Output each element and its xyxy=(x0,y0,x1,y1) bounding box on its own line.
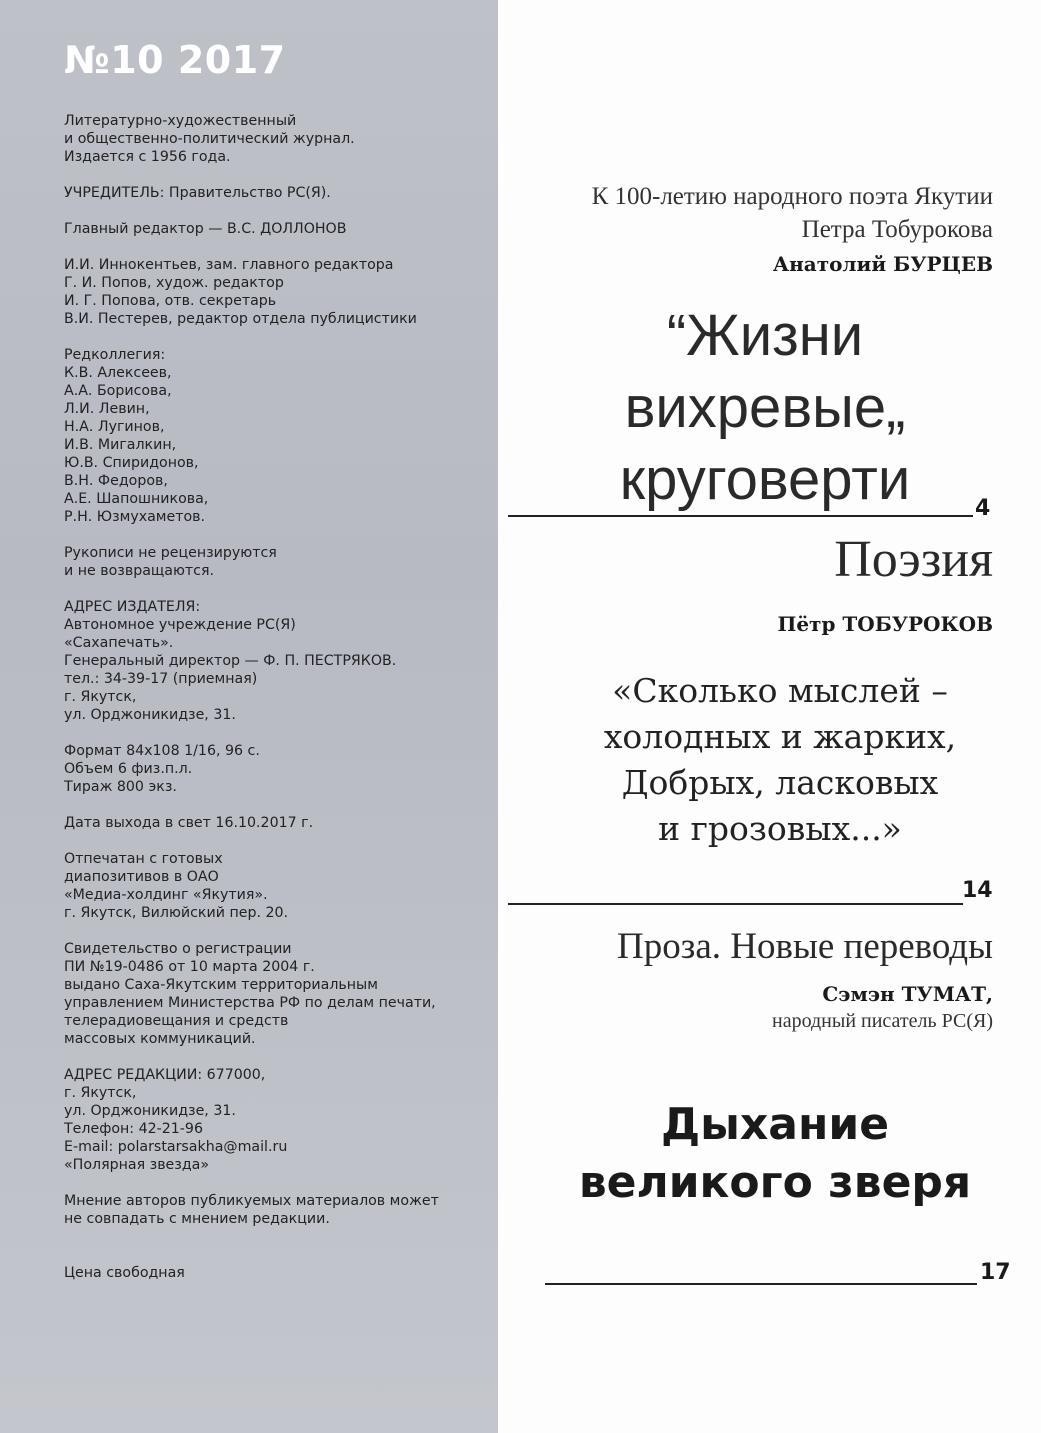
divider-rule xyxy=(545,1283,977,1285)
text-line: г. Якутск, xyxy=(64,1085,137,1101)
section-poetry: Поэзия xyxy=(834,531,993,588)
author-tumat: Сэмэн ТУМАТ, xyxy=(822,982,993,1006)
manuscripts-note xyxy=(64,544,277,580)
poem-title-quote xyxy=(560,668,1000,852)
text-line: Р.Н. Юзмухаметов. xyxy=(64,509,206,525)
registration-certificate xyxy=(64,940,436,1048)
text-line: Формат 84х108 1/16, 96 с. xyxy=(64,743,260,759)
divider-rule xyxy=(508,515,973,517)
section-prose: Проза. Новые переводы xyxy=(617,926,993,967)
text-line: Отпечатан с готовых xyxy=(64,851,223,867)
text-line: УЧРЕДИТЕЛЬ: Правительство РС(Я). xyxy=(64,185,331,201)
text-line: Цена свободная xyxy=(64,1265,185,1281)
print-format xyxy=(64,742,260,796)
text-line: не совпадать с мнением редакции. xyxy=(64,1211,330,1227)
text-line: Телефон: 42-21-96 xyxy=(64,1121,203,1137)
founder xyxy=(64,184,331,202)
text-line: И.И. Иннокентьев, зам. главного редактора xyxy=(64,257,394,273)
text-line: Дата выхода в свет 16.10.2017 г. xyxy=(64,815,314,831)
text-line: К 100-летию народного поэта Якутии xyxy=(591,183,993,210)
text-line: И. Г. Попова, отв. секретарь xyxy=(64,293,277,309)
text-line: телерадиовещания и средств xyxy=(64,1013,289,1029)
text-line: А.Е. Шапошникова, xyxy=(64,491,209,507)
text-line: вихревые„ xyxy=(624,375,906,440)
text-line: АДРЕС РЕДАКЦИИ: 677000, xyxy=(64,1067,266,1083)
author-toburokov: Пётр ТОБУРОКОВ xyxy=(777,612,993,636)
release-date xyxy=(64,814,313,832)
page-number-3[interactable]: 17 xyxy=(980,1260,1011,1285)
author-tumat-title: народный писатель РС(Я) xyxy=(772,1010,993,1032)
text-line: холодных и жарких, xyxy=(603,717,957,756)
text-line: E-mail: polarstarsakha@mail.ru xyxy=(64,1139,288,1155)
text-line: выдано Саха-Якутским территориальным xyxy=(64,977,378,993)
text-line: «Сколько мыслей – xyxy=(612,671,948,710)
publisher-address xyxy=(64,598,396,724)
chief-editor xyxy=(64,220,346,238)
text-line: И.В. Мигалкин, xyxy=(64,437,177,453)
text-line: «Медиа-холдинг «Якутия». xyxy=(64,887,268,903)
text-line: А.А. Борисова, xyxy=(64,383,172,399)
text-line: Тираж 800 экз. xyxy=(64,779,177,795)
text-line: г. Якутск, Вилюйский пер. 20. xyxy=(64,905,289,921)
text-line: круговерти xyxy=(619,447,911,512)
text-line: ПИ №19-0486 от 10 марта 2004 г. xyxy=(64,959,315,975)
text-line: «Полярная звезда» xyxy=(64,1157,210,1173)
anniversary-heading xyxy=(592,180,993,246)
printing-house xyxy=(64,850,288,922)
editorial-board xyxy=(64,346,208,526)
text-line: диапозитивов в ОАО xyxy=(64,869,219,885)
text-line: К.В. Алексеев, xyxy=(64,365,172,381)
author-burtsev: Анатолий БУРЦЕВ xyxy=(772,252,993,276)
text-line: и не возвращаются. xyxy=(64,563,215,579)
text-line: ул. Орджоникидзе, 31. xyxy=(64,1103,236,1119)
text-line: “Жизни xyxy=(666,303,864,368)
text-line: Дыхание xyxy=(660,1099,890,1150)
article-title-1 xyxy=(560,300,970,516)
text-line: В.И. Пестерев, редактор отдела публицистики xyxy=(64,311,417,327)
text-line: Рукописи не рецензируются xyxy=(64,545,277,561)
issue-number: №10 2017 xyxy=(64,38,286,82)
text-line: Литературно-художественный xyxy=(64,113,297,129)
page-number-2[interactable]: 14 xyxy=(962,878,993,903)
text-line: Главный редактор — В.С. ДОЛЛОНОВ xyxy=(64,221,347,237)
text-line: великого зверя xyxy=(578,1157,972,1208)
text-line: Ю.В. Спиридонов, xyxy=(64,455,199,471)
text-line: Генеральный директор — Ф. П. ПЕСТРЯКОВ. xyxy=(64,653,397,669)
text-line: тел.: 34-39-17 (приемная) xyxy=(64,671,258,687)
text-line: Мнение авторов публикуемых материалов может xyxy=(64,1193,439,1209)
editorial-staff xyxy=(64,256,417,328)
text-line: В.Н. Федоров, xyxy=(64,473,168,489)
text-line: ул. Орджоникидзе, 31. xyxy=(64,707,236,723)
price xyxy=(64,1264,185,1282)
prose-title xyxy=(560,1096,990,1212)
imprint-panel xyxy=(0,0,498,1433)
text-line: Л.И. Левин, xyxy=(64,401,150,417)
text-line: и общественно-политический журнал. xyxy=(64,131,355,147)
text-line: г. Якутск, xyxy=(64,689,137,705)
journal-description xyxy=(64,112,355,166)
text-line: Свидетельство о регистрации xyxy=(64,941,292,957)
text-line: Объем 6 физ.п.л. xyxy=(64,761,193,777)
text-line: управлением Министерства РФ по делам печати, xyxy=(64,995,436,1011)
page-number-1[interactable]: 4 xyxy=(975,496,991,521)
text-line: массовых коммуникаций. xyxy=(64,1031,256,1047)
editorial-address xyxy=(64,1066,287,1174)
text-line: Автономное учреждение РС(Я) xyxy=(64,617,296,633)
text-line: Издается с 1956 года. xyxy=(64,149,231,165)
text-line: Редколлегия: xyxy=(64,347,166,363)
text-line: Г. И. Попов, худож. редактор xyxy=(64,275,284,291)
text-line: Петра Тобурокова xyxy=(801,216,993,243)
text-line: Н.А. Лугинов, xyxy=(64,419,165,435)
divider-rule xyxy=(508,903,963,905)
disclaimer xyxy=(64,1192,439,1228)
text-line: Добрых, ласковых xyxy=(621,763,939,802)
text-line: и грозовых...» xyxy=(658,809,902,848)
text-line: АДРЕС ИЗДАТЕЛЯ: xyxy=(64,599,201,615)
text-line: «Сахапечать». xyxy=(64,635,174,651)
